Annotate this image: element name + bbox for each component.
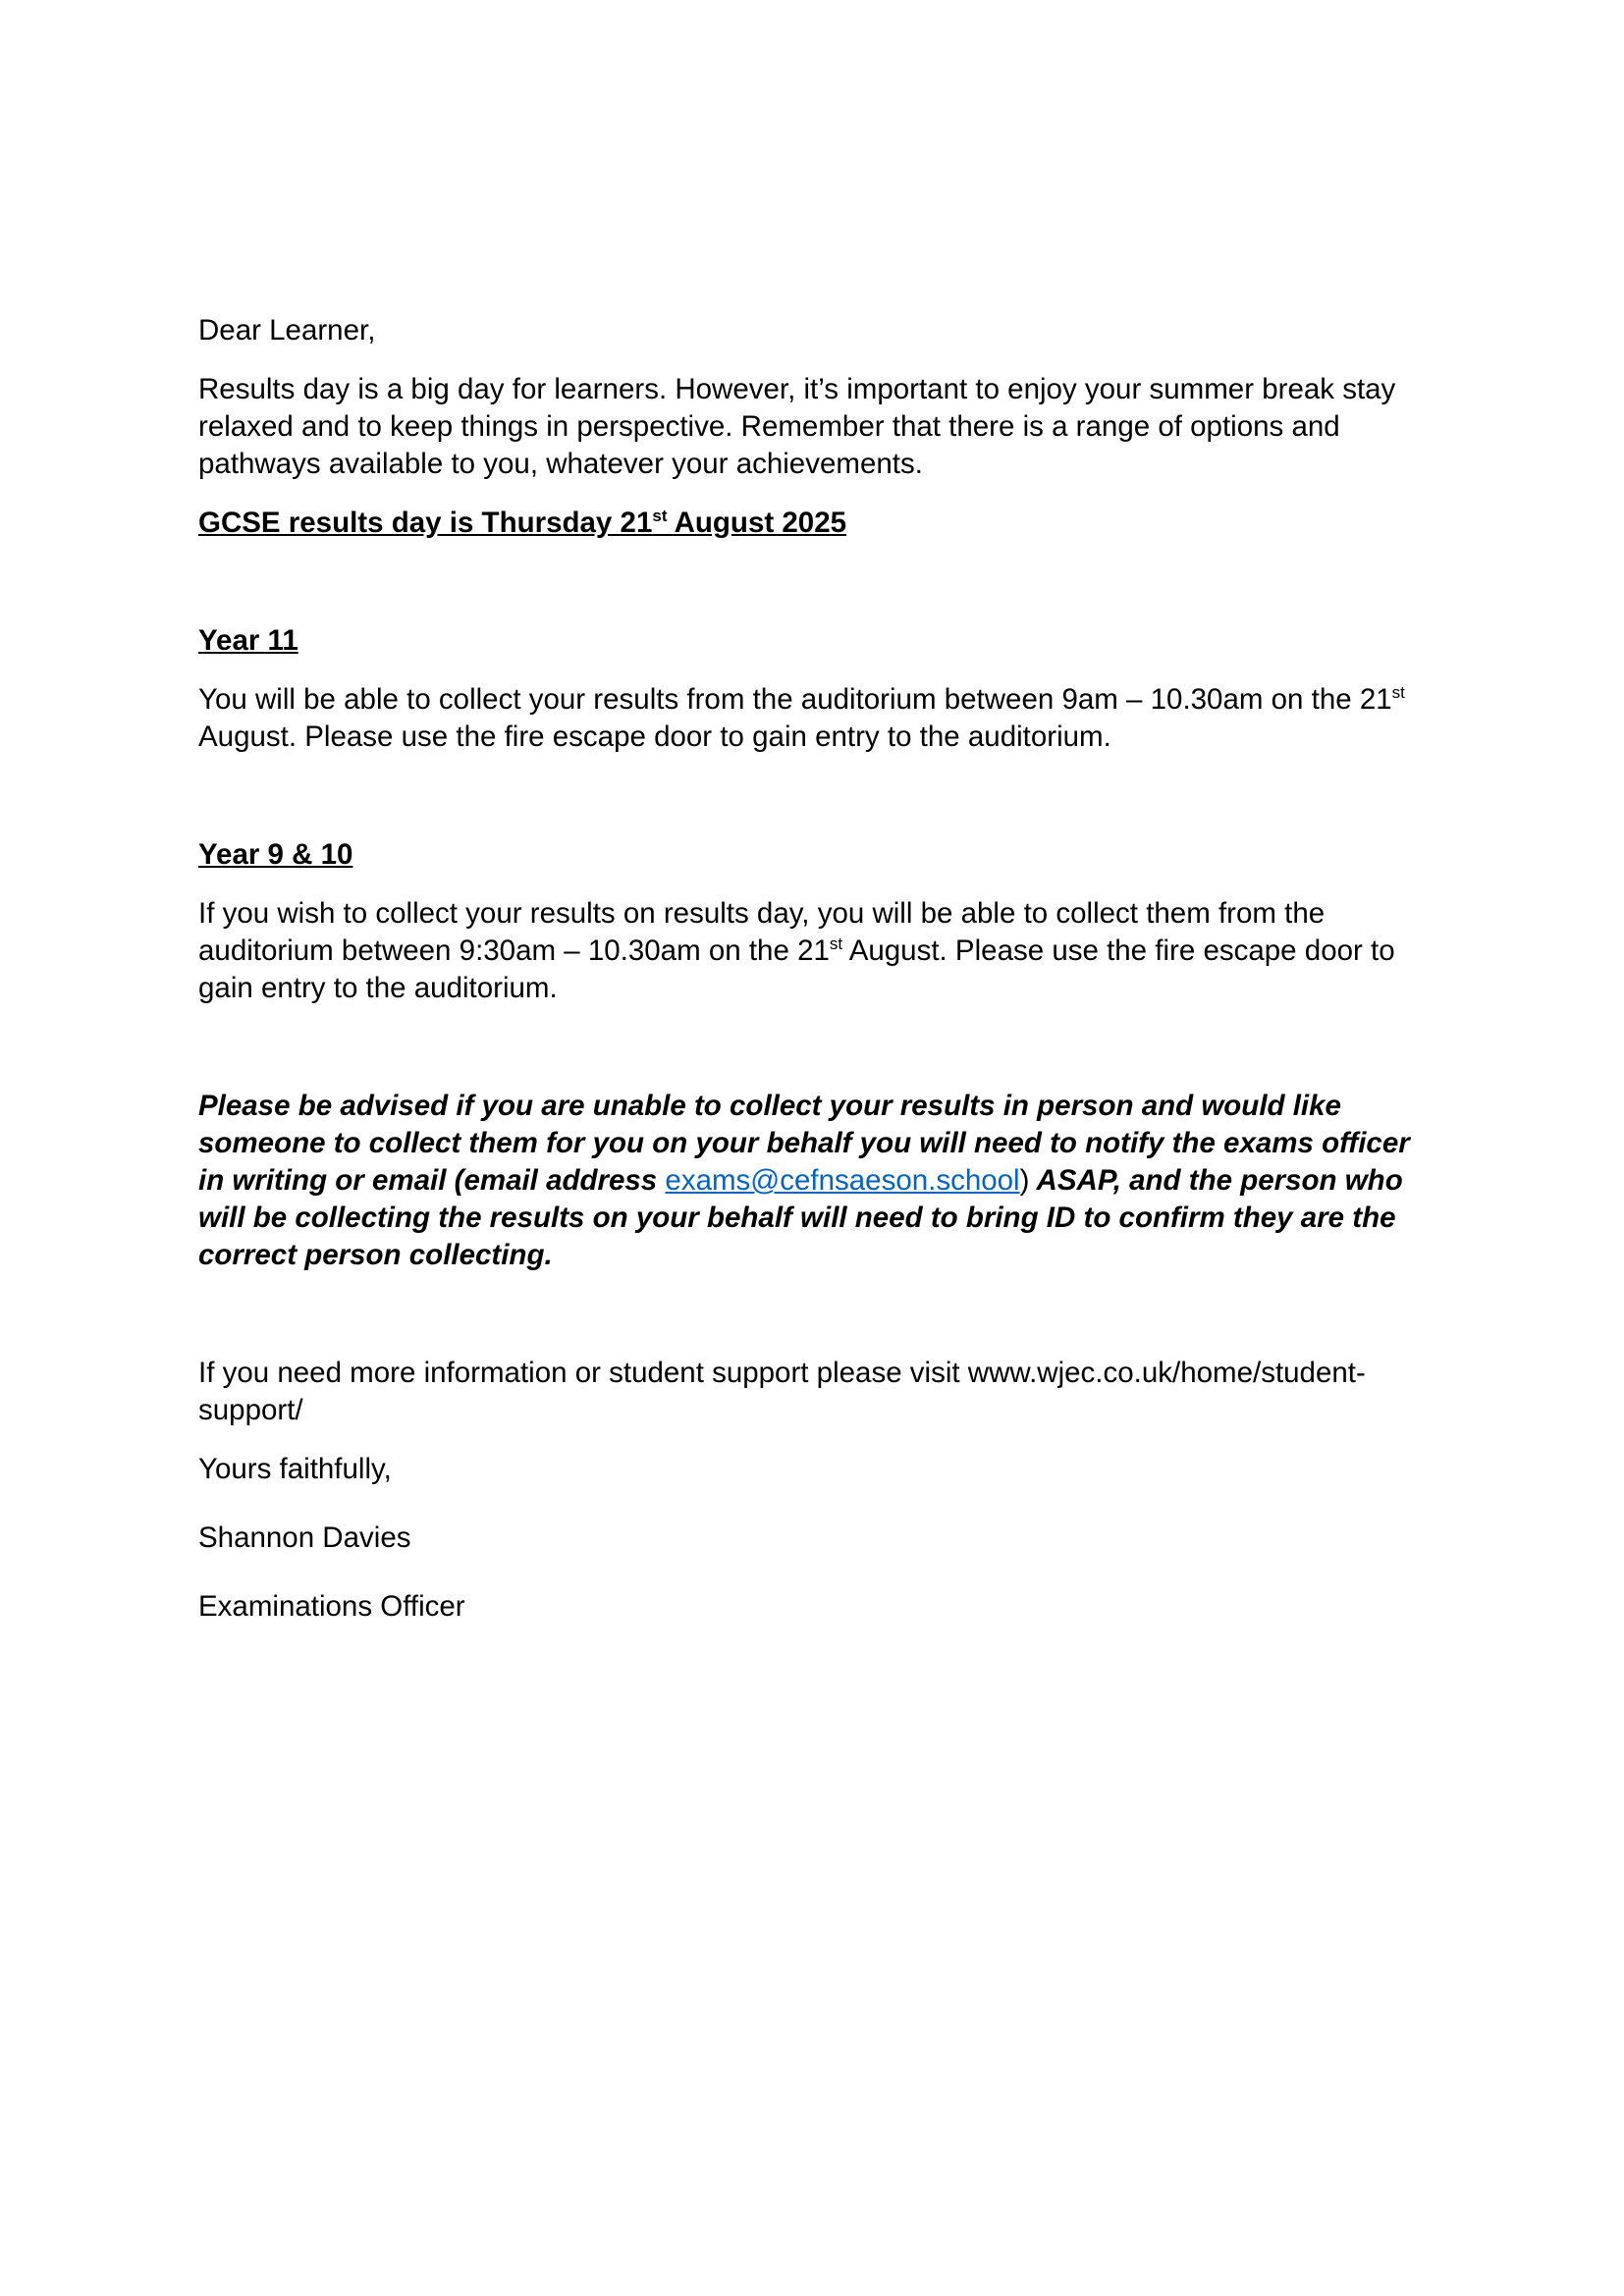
headline-text-post: August 2025 — [667, 507, 847, 539]
greeting: Dear Learner, — [198, 314, 376, 347]
year11-heading: Year 11 — [198, 624, 298, 657]
year11-body-pre: You will be able to collect your results from the auditorium between 9am – 10.30am on the 21 — [198, 683, 1392, 716]
exams-email-link[interactable]: exams@cefnsaeson.school — [665, 1164, 1020, 1197]
notice-text-pre: Please be advised if you are unable to collect your results in person and would like someone to collect them for you on your behalf you will need to notify the exams officer in writing or email (email address — [198, 1090, 1410, 1197]
year9-10-body-pre: If you wish to collect your results on results day, you will be able to collect them from the auditorium between 9:30am – 10.30am on the 21 — [198, 897, 1326, 967]
year9-10-heading: Year 9 & 10 — [198, 838, 353, 871]
year9-10-body — [198, 895, 1426, 1007]
sign-off: Yours faithfully, — [198, 1453, 392, 1485]
notice-close-paren: ) — [1019, 1164, 1030, 1197]
info-paragraph: If you need more information or student support please visit www.wjec.co.uk/home/student-support/ — [198, 1357, 1366, 1426]
year11-body-post: August. Please use the fire escape door to gain entry to the auditorium. — [198, 721, 1111, 753]
signer-title: Examinations Officer — [198, 1590, 465, 1623]
intro-paragraph: Results day is a big day for learners. However, it’s important to enjoy your summer break stay relaxed and to keep things in perspective. Remember that there is a range of options and pathways available to you, whatever your achievements. — [198, 373, 1396, 480]
collection-notice — [198, 1088, 1426, 1274]
headline-ordinal-suffix: st — [652, 507, 668, 526]
year11-ordinal-suffix: st — [1391, 683, 1405, 703]
year11-body — [198, 681, 1426, 756]
signer-name: Shannon Davies — [198, 1522, 411, 1554]
results-day-headline — [198, 505, 1426, 542]
headline-text-pre: GCSE results day is Thursday 21 — [198, 507, 653, 539]
notice-text-post: ASAP, and the person who will be collecting the results on your behalf will need to bring ID to confirm they are the correct person collecting. — [198, 1164, 1403, 1271]
year9-10-ordinal-suffix: st — [829, 934, 843, 954]
year9-10-body-post: August. Please use the fire escape door to gain entry to the auditorium. — [198, 934, 1395, 1004]
letter-page — [198, 312, 1426, 1626]
